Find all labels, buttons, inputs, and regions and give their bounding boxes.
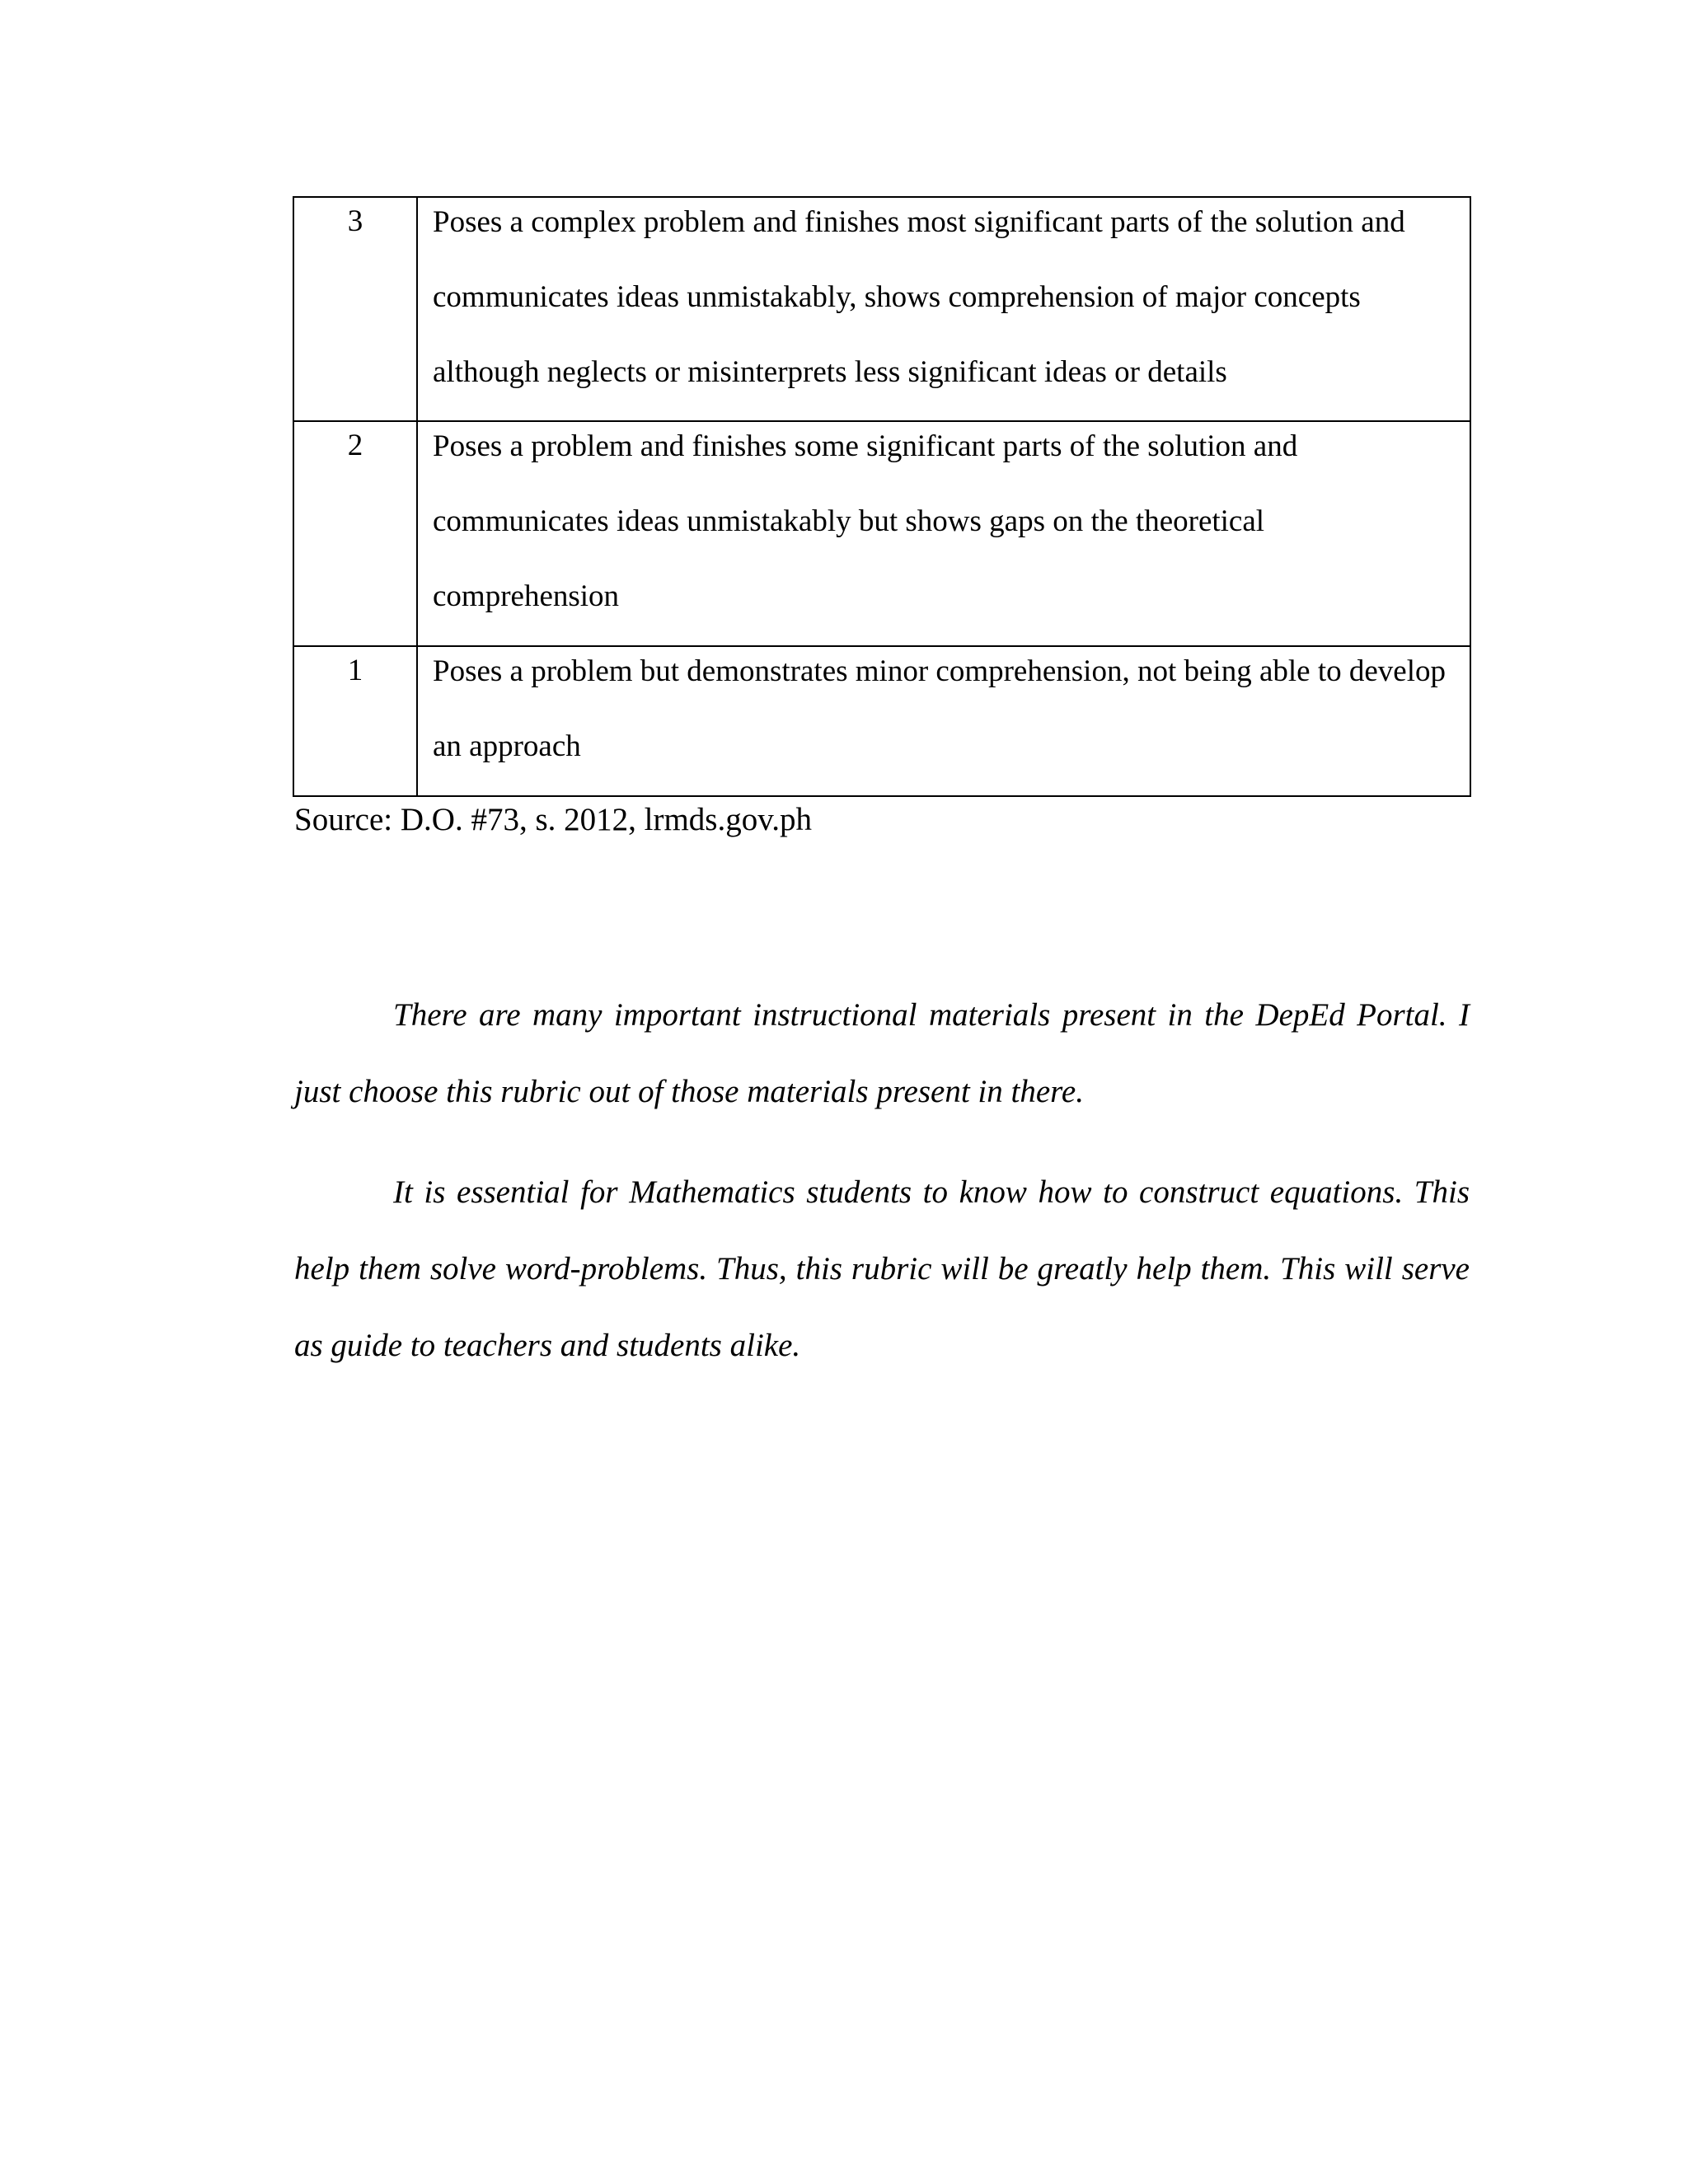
body-paragraph-1: There are many important instructional materials present in the DepEd Portal. I just choose this rubric out of those materials present in there. xyxy=(294,997,1470,1109)
rubric-row-score-1 xyxy=(293,646,1470,796)
score-value: 1 xyxy=(347,654,363,687)
score-value: 3 xyxy=(347,204,363,238)
score-description: Poses a problem and finishes some significant parts of the solution and communicates ideas unmistakably but shows gaps on the theoretical comprehension xyxy=(433,429,1298,613)
description-cell xyxy=(417,197,1470,421)
score-cell xyxy=(293,421,417,646)
description-cell xyxy=(417,646,1470,796)
score-cell xyxy=(293,197,417,421)
score-description: Poses a complex problem and finishes most significant parts of the solution and communicates ideas unmistakably, shows comprehension of major concepts although neglects or misinterprets less significant ideas or details xyxy=(433,205,1405,389)
rubric-row-score-2 xyxy=(293,421,1470,646)
description-cell xyxy=(417,421,1470,646)
score-cell xyxy=(293,646,417,796)
score-description: Poses a problem but demonstrates minor comprehension, not being able to develop an approach xyxy=(433,654,1446,763)
rubric-row-score-3 xyxy=(293,197,1470,421)
source-citation: Source: D.O. #73, s. 2012, lrmds.gov.ph xyxy=(294,802,812,837)
rubric-table xyxy=(293,196,1471,797)
body-paragraph-2: It is essential for Mathematics students to know how to construct equations. This help them solve word-problems. Thus, this rubric will be greatly help them. This will serve as guide to teachers and students alike. xyxy=(294,1174,1470,1363)
score-value: 2 xyxy=(347,429,363,462)
